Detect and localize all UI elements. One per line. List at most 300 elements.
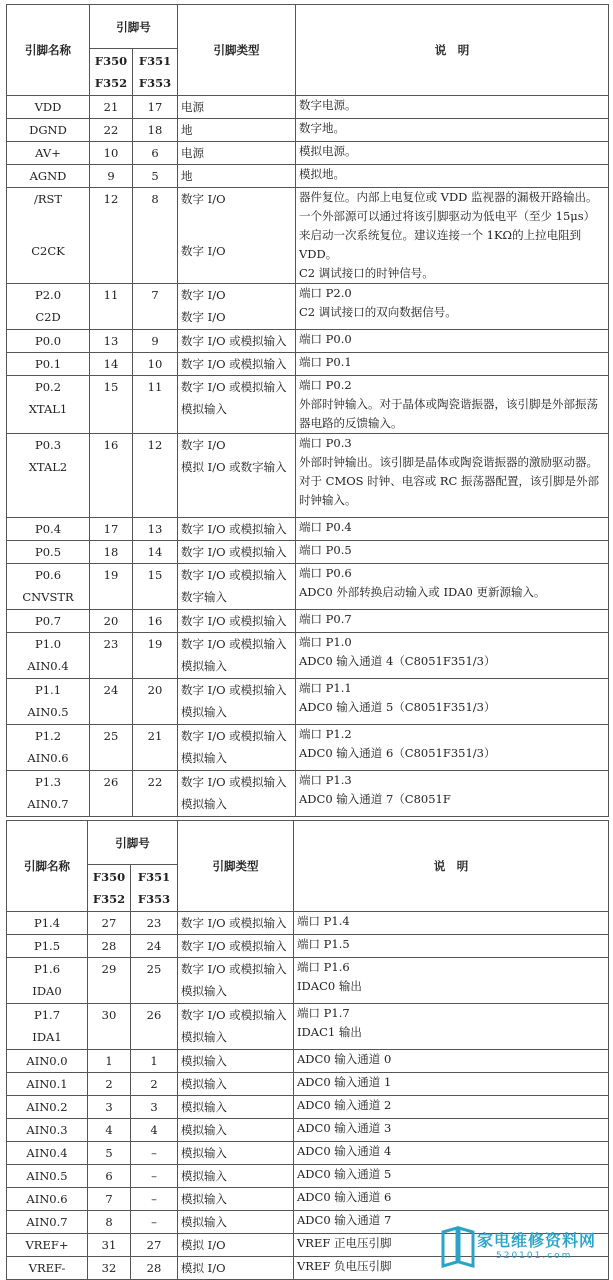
pin-number-f350: 25	[90, 725, 133, 771]
pin-type-cell-line: 模拟 I/O	[181, 1261, 226, 1275]
description-cell-line: ADC0 输入通道 6	[297, 1190, 392, 1204]
pin-type-cell-line: 模拟输入	[181, 1054, 227, 1068]
pin-type-cell-line: 模拟输入	[181, 984, 227, 998]
pin-type-cell	[178, 1096, 294, 1119]
pin-type-cell-line: 数字 I/O 或模拟输入	[181, 916, 287, 930]
header-pin-type: 引脚类型	[178, 821, 294, 912]
pin-type-cell	[178, 376, 296, 434]
description-cell	[296, 165, 609, 188]
description-cell-line: VREF 负电压引脚	[297, 1259, 392, 1273]
pin-type-cell-line: 数字 I/O	[181, 288, 226, 302]
description-cell-line: IDAC1 输出	[297, 1025, 362, 1039]
pin-type-cell	[178, 725, 296, 771]
pin-number-f350: 7	[88, 1188, 131, 1211]
pin-row	[7, 1119, 609, 1142]
pin-type-cell	[178, 1142, 294, 1165]
pin-number-f350: 32	[88, 1257, 131, 1280]
description-cell-line: ADC0 输入通道 2	[297, 1098, 392, 1112]
pin-number-f351: 12	[133, 434, 178, 518]
pin-name-cell-line: P1.4	[33, 916, 61, 930]
pin-type-cell-line: 数字输入	[181, 590, 227, 604]
pin-name-cell	[7, 1211, 88, 1234]
pin-type-cell	[178, 188, 296, 284]
pin-number-f351: 1	[131, 1050, 178, 1073]
pin-name-cell-line: AIN0.2	[26, 1100, 68, 1114]
pin-name-cell-line: P0.6	[34, 568, 62, 582]
pin-type-cell	[178, 1050, 294, 1073]
pin-type-cell-line: 模拟输入	[181, 402, 227, 416]
pin-type-cell-line: 数字 I/O 或模拟输入	[181, 1008, 287, 1022]
description-cell	[296, 376, 609, 434]
pin-number-f351: 24	[131, 935, 178, 958]
description-cell	[296, 771, 609, 817]
header-pin-name: 引脚名称	[7, 5, 90, 96]
pin-type-cell-line: 数字 I/O	[181, 438, 226, 452]
pin-number-f350: 21	[90, 96, 133, 119]
pin-number-f350: 16	[90, 434, 133, 518]
pin-type-cell-line: 数字 I/O 或模拟输入	[181, 683, 287, 697]
pin-type-cell	[178, 1073, 294, 1096]
pin-name-cell	[7, 1142, 88, 1165]
pin-number-f350: 13	[90, 330, 133, 353]
pin-number-f351: 11	[133, 376, 178, 434]
pin-row	[7, 284, 609, 330]
pin-row	[7, 610, 609, 633]
pin-name-cell	[7, 142, 90, 165]
description-cell	[296, 518, 609, 541]
description-cell-line: 端口 P0.7	[299, 612, 352, 626]
pin-number-f350: 12	[90, 188, 133, 284]
pin-name-cell	[7, 935, 88, 958]
pin-type-cell	[178, 1188, 294, 1211]
pin-name-cell-line: AIN0.7	[26, 1215, 68, 1229]
pin-type-cell	[178, 1119, 294, 1142]
pin-type-cell-line: 数字 I/O	[181, 310, 226, 324]
pin-number-f350: 31	[88, 1234, 131, 1257]
pin-type-cell	[178, 1257, 294, 1280]
pin-type-cell	[178, 330, 296, 353]
description-cell-line: 数字电源。	[299, 98, 357, 112]
description-cell-line: 器件复位。内部上电复位或 VDD 监视器的漏极开路输出。一个外部源可以通过将该引脚驱动为低电平（至少 15μs）来启动一次系统复位。建议连接一个 1KΩ的上拉电阻到 VDD。	[299, 190, 598, 261]
pin-name-cell-line: /RST	[33, 192, 63, 206]
pin-type-cell-line: 数字 I/O 或模拟输入	[181, 962, 287, 976]
pin-number-f351: 28	[131, 1257, 178, 1280]
header-f351-f353: F351 F353	[133, 49, 178, 96]
description-cell	[294, 1096, 609, 1119]
pin-number-f350: 15	[90, 376, 133, 434]
header-f351-f353: F351 F353	[131, 865, 178, 912]
pin-number-f351: 27	[131, 1234, 178, 1257]
pin-row	[7, 1188, 609, 1211]
pin-row	[7, 518, 609, 541]
pin-type-cell	[178, 119, 296, 142]
pin-name-cell	[7, 1119, 88, 1142]
pin-type-cell	[178, 771, 296, 817]
book-logo-icon	[440, 1224, 476, 1268]
pin-type-cell	[178, 958, 294, 1004]
pin-type-cell-line: 模拟输入	[181, 1146, 227, 1160]
pin-number-f350: 2	[88, 1073, 131, 1096]
pin-row	[7, 958, 609, 1004]
pin-number-f351: 5	[133, 165, 178, 188]
pin-type-cell-line: 数字 I/O	[181, 192, 226, 206]
pin-row	[7, 771, 609, 817]
pin-name-cell	[7, 1165, 88, 1188]
pin-type-cell	[178, 633, 296, 679]
description-cell	[296, 610, 609, 633]
pin-row	[7, 188, 609, 284]
pin-type-cell-line: 数字 I/O 或模拟输入	[181, 545, 287, 559]
pin-name-cell-line: P0.0	[34, 334, 62, 348]
pin-name-cell	[7, 633, 90, 679]
pin-row	[7, 1165, 609, 1188]
pin-number-f350: 24	[90, 679, 133, 725]
pin-name-cell	[7, 1004, 88, 1050]
header-f350-f352: F350 F352	[88, 865, 131, 912]
pin-name-cell-line: VREF+	[25, 1238, 69, 1252]
description-cell-line: 端口 P0.1	[299, 355, 352, 369]
description-cell	[296, 284, 609, 330]
pin-number-f350: 30	[88, 1004, 131, 1050]
pin-name-cell-line: P0.2	[34, 380, 62, 394]
pin-name-cell-line: AIN0.5	[26, 1169, 68, 1183]
pin-number-f351: –	[131, 1188, 178, 1211]
pin-type-cell-line: 数字 I/O 或模拟输入	[181, 729, 287, 743]
pin-number-f350: 27	[88, 912, 131, 935]
pin-name-cell-line: P1.1	[34, 683, 62, 697]
pin-number-f350: 8	[88, 1211, 131, 1234]
pin-type-cell-line: 数字 I/O 或模拟输入	[181, 614, 287, 628]
description-cell-line: 端口 P1.5	[297, 937, 350, 951]
pin-row	[7, 633, 609, 679]
pin-name-cell-line: AIN0.0	[26, 1054, 68, 1068]
pin-number-f350: 11	[90, 284, 133, 330]
pin-type-cell	[178, 935, 294, 958]
pin-row	[7, 142, 609, 165]
pin-name-cell-line: DGND	[29, 123, 67, 137]
description-cell-line: 端口 P1.7	[297, 1006, 350, 1020]
header-description: 说 明	[296, 5, 609, 96]
description-cell	[294, 1142, 609, 1165]
pin-type-cell	[178, 518, 296, 541]
pin-number-f350: 23	[90, 633, 133, 679]
description-cell-line: ADC0 外部转换启动输入或 IDA0 更新源输入。	[299, 585, 546, 599]
pin-type-cell	[178, 1004, 294, 1050]
pin-type-cell-line: 模拟输入	[181, 1123, 227, 1137]
header-description: 说 明	[294, 821, 609, 912]
pin-type-cell-line: 数字 I/O 或模拟输入	[181, 775, 287, 789]
pin-name-cell	[7, 119, 90, 142]
pin-number-f350: 22	[90, 119, 133, 142]
pin-number-f351: 18	[133, 119, 178, 142]
description-cell-line: IDAC0 输出	[297, 979, 362, 993]
pin-name-cell	[7, 541, 90, 564]
description-cell	[296, 725, 609, 771]
pin-name-cell-line: AIN0.5	[27, 705, 69, 719]
description-cell-line: 数字地。	[299, 121, 345, 135]
header-pin-number: 引脚号	[88, 821, 178, 865]
pin-row	[7, 1073, 609, 1096]
pin-number-f351: 20	[133, 679, 178, 725]
pin-type-cell-line: 模拟输入	[181, 1100, 227, 1114]
pin-type-cell	[178, 165, 296, 188]
description-cell	[296, 142, 609, 165]
pin-name-cell-line: P1.0	[34, 637, 62, 651]
pin-number-f350: 10	[90, 142, 133, 165]
pin-number-f351: 2	[131, 1073, 178, 1096]
description-cell-line: ADC0 输入通道 5	[297, 1167, 392, 1181]
pin-name-cell-line: AIN0.1	[26, 1077, 68, 1091]
pin-number-f350: 6	[88, 1165, 131, 1188]
header-pin-number: 引脚号	[90, 5, 178, 49]
description-cell-line: 端口 P0.4	[299, 520, 352, 534]
pin-name-cell	[7, 771, 90, 817]
pin-number-f351: 19	[133, 633, 178, 679]
pin-number-f351: 8	[133, 188, 178, 284]
pin-row	[7, 1142, 609, 1165]
pin-number-f350: 1	[88, 1050, 131, 1073]
pin-row	[7, 353, 609, 376]
pin-row	[7, 119, 609, 142]
pin-row	[7, 725, 609, 771]
description-cell-line: 端口 P2.0	[299, 286, 352, 300]
pin-type-cell-line: 数字 I/O 或模拟输入	[181, 637, 287, 651]
pin-name-cell-line: AIN0.4	[26, 1146, 68, 1160]
pin-type-cell-line: 数字 I/O 或模拟输入	[181, 357, 287, 371]
description-cell-line: ADC0 输入通道 1	[297, 1075, 392, 1089]
description-cell-line: 端口 P1.3	[299, 773, 352, 787]
pin-type-cell-line: 数字 I/O 或模拟输入	[181, 939, 287, 953]
description-cell-line: C2 调试接口的双向数据信号。	[299, 305, 457, 319]
description-cell	[296, 96, 609, 119]
description-cell	[294, 1050, 609, 1073]
pin-name-cell-line: VREF-	[28, 1261, 66, 1275]
pin-type-cell	[178, 541, 296, 564]
pin-type-cell-line: 数字 I/O 或模拟输入	[181, 380, 287, 394]
pin-name-cell	[7, 165, 90, 188]
pin-name-cell-line: P0.1	[34, 357, 62, 371]
description-cell	[294, 1119, 609, 1142]
pin-name-cell	[7, 958, 88, 1004]
pin-type-cell-line: 模拟输入	[181, 1169, 227, 1183]
pin-type-cell-line: 地	[181, 123, 193, 137]
pin-number-f351: 13	[133, 518, 178, 541]
pin-row	[7, 935, 609, 958]
pin-number-f351: 9	[133, 330, 178, 353]
pin-table-1	[6, 4, 609, 817]
pin-number-f350: 14	[90, 353, 133, 376]
pin-number-f350: 26	[90, 771, 133, 817]
pin-name-cell	[7, 1257, 88, 1280]
pin-name-cell-line: IDA1	[32, 1030, 62, 1044]
pin-type-cell	[178, 1165, 294, 1188]
pin-type-cell-line: 数字 I/O	[181, 244, 226, 258]
description-cell-line: 端口 P1.1	[299, 681, 352, 695]
pin-number-f350: 29	[88, 958, 131, 1004]
pin-type-cell-line: 模拟输入	[181, 1030, 227, 1044]
description-cell-line: ADC0 输入通道 7（C8051F	[299, 792, 451, 806]
description-cell	[296, 679, 609, 725]
pin-name-cell-line: P1.2	[34, 729, 62, 743]
description-cell	[296, 564, 609, 610]
description-cell	[296, 353, 609, 376]
watermark-text: 家电维修资料网	[477, 1231, 597, 1250]
description-cell-line: 端口 P0.5	[299, 543, 352, 557]
description-cell-line: ADC0 输入通道 4（C8051F351/3）	[299, 654, 496, 668]
description-cell	[294, 1188, 609, 1211]
description-cell	[294, 912, 609, 935]
description-cell	[294, 958, 609, 1004]
pin-type-cell-line: 模拟 I/O	[181, 1238, 226, 1252]
pin-number-f351: –	[131, 1165, 178, 1188]
pin-name-cell	[7, 725, 90, 771]
pin-name-cell-line: P0.7	[34, 614, 62, 628]
description-cell-line: ADC0 输入通道 6（C8051F351/3）	[299, 746, 496, 760]
pin-type-cell	[178, 284, 296, 330]
pin-type-cell-line: 模拟输入	[181, 705, 227, 719]
pin-table-2	[6, 820, 609, 1280]
pin-name-cell	[7, 376, 90, 434]
pin-name-cell	[7, 434, 90, 518]
pin-number-f351: 22	[133, 771, 178, 817]
pin-name-cell	[7, 518, 90, 541]
pin-name-cell-line: P1.7	[33, 1008, 61, 1022]
pin-row	[7, 330, 609, 353]
pin-type-cell-line: 数字 I/O 或模拟输入	[181, 522, 287, 536]
pin-number-f351: 17	[133, 96, 178, 119]
pin-name-cell-line: XTAL2	[28, 460, 68, 474]
pin-number-f350: 20	[90, 610, 133, 633]
pin-number-f350: 17	[90, 518, 133, 541]
description-cell-line: C2 调试接口的时钟信号。	[299, 266, 434, 280]
pin-name-cell-line: P1.6	[33, 962, 61, 976]
description-cell	[294, 1004, 609, 1050]
pin-row	[7, 564, 609, 610]
description-cell	[296, 119, 609, 142]
pin-name-cell-line: CNVSTR	[22, 590, 74, 604]
pin-name-cell	[7, 284, 90, 330]
pin-number-f350: 19	[90, 564, 133, 610]
pin-number-f350: 9	[90, 165, 133, 188]
pin-row	[7, 165, 609, 188]
pin-row	[7, 1004, 609, 1050]
description-cell	[294, 1165, 609, 1188]
pin-number-f351: 21	[133, 725, 178, 771]
pin-number-f351: 4	[131, 1119, 178, 1142]
description-cell-line: 端口 P1.6	[297, 960, 350, 974]
pin-type-cell	[178, 610, 296, 633]
pin-type-cell	[178, 679, 296, 725]
pin-name-cell-line: P1.3	[34, 775, 62, 789]
pin-number-f350: 4	[88, 1119, 131, 1142]
description-cell-line: 模拟电源。	[299, 144, 357, 158]
pin-type-cell-line: 模拟输入	[181, 1192, 227, 1206]
description-cell-line: 外部时钟输出。该引脚是晶体或陶瓷谐振器的激励驱动器。对于 CMOS 时钟、电容或 RC 振荡器配置，该引脚是外部时钟输入。	[299, 455, 599, 507]
pin-name-cell-line: AIN0.3	[26, 1123, 68, 1137]
description-cell	[296, 541, 609, 564]
description-cell-line: 端口 P0.6	[299, 566, 352, 580]
description-cell-line: VREF 正电压引脚	[297, 1236, 392, 1250]
pin-type-cell	[178, 353, 296, 376]
description-cell-line: 模拟地。	[299, 167, 345, 181]
pin-number-f351: 14	[133, 541, 178, 564]
pin-name-cell-line: P0.4	[34, 522, 62, 536]
description-cell	[296, 434, 609, 518]
description-cell-line: ADC0 输入通道 3	[297, 1121, 392, 1135]
pin-row	[7, 912, 609, 935]
pin-number-f351: 3	[131, 1096, 178, 1119]
pin-number-f351: 25	[131, 958, 178, 1004]
pin-type-cell	[178, 96, 296, 119]
pin-number-f351: 26	[131, 1004, 178, 1050]
pin-number-f351: 6	[133, 142, 178, 165]
pin-name-cell-line: AV+	[35, 146, 61, 160]
pin-row	[7, 679, 609, 725]
pin-type-cell-line: 电源	[181, 100, 204, 114]
description-cell-line: 端口 P0.3	[299, 436, 352, 450]
pin-row	[7, 434, 609, 518]
pin-name-cell-line: AIN0.6	[26, 1192, 68, 1206]
pin-name-cell-line: C2CK	[31, 244, 65, 258]
pin-number-f351: 7	[133, 284, 178, 330]
pin-number-f351: 23	[131, 912, 178, 935]
pin-type-cell-line: 模拟输入	[181, 1215, 227, 1229]
pin-name-cell	[7, 188, 90, 284]
pin-number-f350: 18	[90, 541, 133, 564]
pin-type-cell-line: 模拟输入	[181, 659, 227, 673]
pin-type-cell	[178, 1234, 294, 1257]
description-cell	[296, 633, 609, 679]
pin-type-cell	[178, 1211, 294, 1234]
pin-name-cell-line: AIN0.7	[27, 797, 69, 811]
description-cell	[294, 935, 609, 958]
pin-type-cell-line: 数字 I/O 或模拟输入	[181, 568, 287, 582]
pin-name-cell	[7, 610, 90, 633]
pin-type-cell	[178, 434, 296, 518]
description-cell	[296, 188, 609, 284]
pin-number-f350: 5	[88, 1142, 131, 1165]
pin-type-cell-line: 模拟输入	[181, 751, 227, 765]
pin-type-cell-line: 模拟输入	[181, 797, 227, 811]
pin-number-f351: –	[131, 1142, 178, 1165]
pin-type-cell-line: 电源	[181, 146, 204, 160]
pin-name-cell-line: IDA0	[32, 984, 62, 998]
pin-name-cell-line: XTAL1	[28, 402, 68, 416]
pin-name-cell	[7, 564, 90, 610]
description-cell-line: 端口 P0.2	[299, 378, 352, 392]
description-cell-line: 端口 P1.2	[299, 727, 352, 741]
pin-type-cell	[178, 912, 294, 935]
pin-name-cell-line: AGND	[29, 169, 67, 183]
pin-row	[7, 1096, 609, 1119]
description-cell-line: 端口 P1.4	[297, 914, 350, 928]
description-cell-line: ADC0 输入通道 5（C8051F351/3）	[299, 700, 496, 714]
pin-name-cell-line: AIN0.6	[27, 751, 69, 765]
pin-number-f350: 28	[88, 935, 131, 958]
site-watermark	[440, 1222, 610, 1272]
description-cell	[296, 330, 609, 353]
pin-row	[7, 96, 609, 119]
header-pin-name: 引脚名称	[7, 821, 88, 912]
header-pin-type: 引脚类型	[178, 5, 296, 96]
pin-type-cell-line: 模拟输入	[181, 1077, 227, 1091]
pin-name-cell-line: P0.5	[34, 545, 62, 559]
pin-type-cell-line: 模拟 I/O 或数字输入	[181, 460, 287, 474]
description-cell	[294, 1073, 609, 1096]
pin-name-cell-line: C2D	[35, 310, 61, 324]
pin-name-cell	[7, 330, 90, 353]
header-f350-f352: F350 F352	[90, 49, 133, 96]
